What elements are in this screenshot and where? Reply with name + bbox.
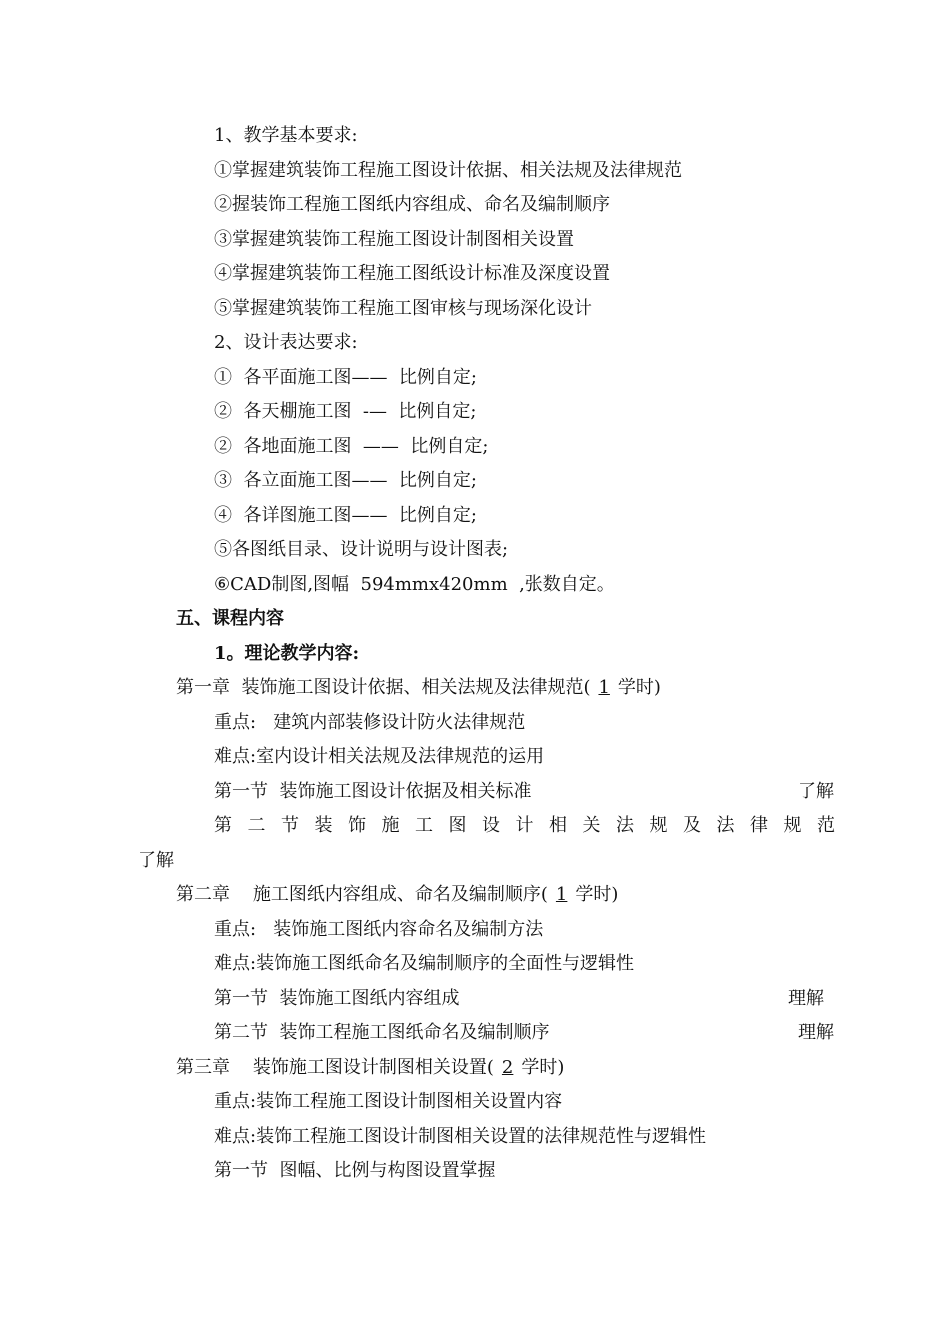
chapter1-difficulty: 难点:室内设计相关法规及法律规范的运用 <box>214 746 545 767</box>
req2-title: 2、设计表达要求: <box>214 332 358 353</box>
chapter3-key-point: 重点:装饰工程施工图设计制图相关设置内容 <box>214 1091 563 1112</box>
chapter3-title-suffix: 学时) <box>521 1057 565 1078</box>
chapter2-key-point: 重点: 装饰施工图纸内容命名及编制方法 <box>214 919 544 940</box>
chapter1-section2-char: 计 <box>515 815 534 836</box>
chapter1-section2-char: 图 <box>448 815 467 836</box>
chapter1-section2-char: 装 <box>314 815 333 836</box>
chapter3-title-text: 第三章 装饰施工图设计制图相关设置( <box>176 1057 494 1078</box>
chapter2-section2: 第二节 装饰工程施工图纸命名及编制顺序 <box>214 1022 550 1043</box>
chapter1-section2-char: 相 <box>549 815 567 836</box>
chapter1-title <box>176 676 661 700</box>
chapter1-section2-char: 施 <box>381 815 400 836</box>
req1-item-5: ⑤掌握建筑装饰工程施工图审核与现场深化设计 <box>214 298 592 319</box>
chapter1-section2-char: 设 <box>482 815 500 836</box>
chapter1-section2-char: 关 <box>582 815 601 836</box>
chapter1-section2-char: 律 <box>750 815 768 836</box>
req2-item-2: ② 各天棚施工图 -— 比例自定; <box>214 401 477 422</box>
req1-item-4: ④掌握建筑装饰工程施工图纸设计标准及深度设置 <box>214 263 610 284</box>
chapter1-key-point: 重点: 建筑内部装修设计防火法律规范 <box>214 712 526 733</box>
req2-item-5: ④ 各详图施工图—— 比例自定; <box>214 505 477 526</box>
chapter1-section1-level: 了解 <box>798 781 834 802</box>
chapter3-title <box>176 1056 564 1080</box>
chapter1-title-text: 第一章 装饰施工图设计依据、相关法规及法律规范( <box>176 677 591 698</box>
chapter1-section2-char: 及 <box>683 815 701 836</box>
chapter2-section2-level: 理解 <box>798 1022 834 1043</box>
chapter2-title-text: 第二章 施工图纸内容组成、命名及编制顺序( <box>176 884 548 905</box>
chapter1-section2-char: 规 <box>649 815 668 836</box>
req2-item-4: ③ 各立面施工图—— 比例自定; <box>214 470 477 491</box>
chapter1-section2-char: 第 <box>214 815 232 836</box>
chapter2-section1-level: 理解 <box>788 988 824 1009</box>
section5-subtitle: 1。理论教学内容: <box>214 643 360 664</box>
req2-item-1: ① 各平面施工图—— 比例自定; <box>214 367 477 388</box>
chapter1-section2-char: 节 <box>281 815 299 836</box>
req1-title: 1、教学基本要求: <box>214 125 358 146</box>
req2-item-7: ⑥CAD制图,图幅 594mmx420mm ,张数自定。 <box>214 574 615 595</box>
chapter3-difficulty: 难点:装饰工程施工图设计制图相关设置的法律规范性与逻辑性 <box>214 1126 707 1147</box>
chapter1-section2-level: 了解 <box>138 850 174 871</box>
req2-item-3: ② 各地面施工图 —— 比例自定; <box>214 436 489 457</box>
chapter1-section2-char: 范 <box>817 815 835 836</box>
chapter1-section2-char: 工 <box>415 815 433 836</box>
req2-item-6: ⑤各图纸目录、设计说明与设计图表; <box>214 539 509 560</box>
chapter1-title-suffix: 学时) <box>617 677 661 698</box>
section5-title: 五、课程内容 <box>176 608 284 629</box>
chapter2-difficulty: 难点:装饰施工图纸命名及编制顺序的全面性与逻辑性 <box>214 953 635 974</box>
chapter1-section1: 第一节 装饰施工图设计依据及相关标准 <box>214 781 532 802</box>
chapter1-section2-char: 法 <box>716 815 735 836</box>
chapter1-section2-char: 规 <box>783 815 802 836</box>
chapter1-section2-char: 法 <box>616 815 634 836</box>
chapter2-hours: 1 <box>555 884 568 905</box>
chapter2-title <box>176 883 618 907</box>
chapter2-title-suffix: 学时) <box>575 884 619 905</box>
req1-item-3: ③掌握建筑装饰工程施工图设计制图相关设置 <box>214 229 574 250</box>
chapter1-section2-char: 饰 <box>348 815 366 836</box>
chapter1-hours: 1 <box>598 677 610 698</box>
chapter3-hours: 2 <box>501 1057 514 1078</box>
req1-item-2: ②握装饰工程施工图纸内容组成、命名及编制顺序 <box>214 194 610 215</box>
req1-item-1: ①掌握建筑装饰工程施工图设计依据、相关法规及法律规范 <box>214 160 682 181</box>
chapter3-section1: 第一节 图幅、比例与构图设置掌握 <box>214 1160 496 1181</box>
chapter1-section2 <box>214 814 835 838</box>
chapter1-section2-char: 二 <box>247 815 266 836</box>
chapter2-section1: 第一节 装饰施工图纸内容组成 <box>214 988 460 1009</box>
